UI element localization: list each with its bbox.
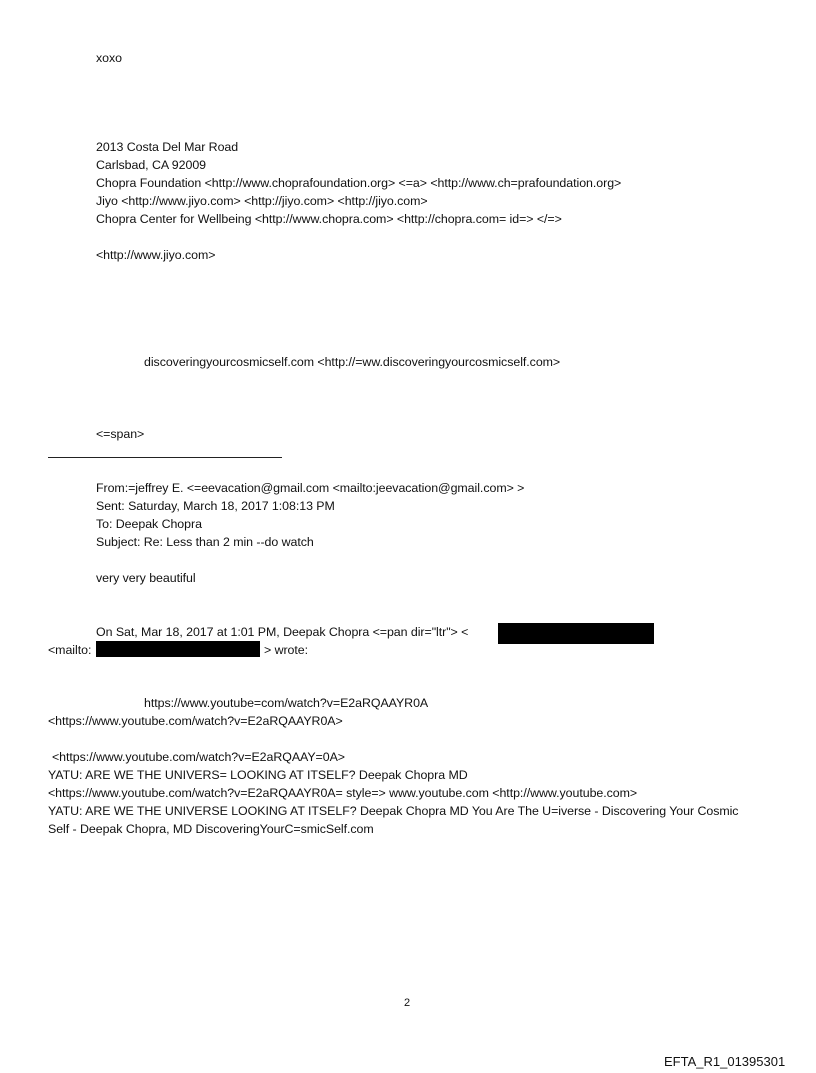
separator-rule — [48, 457, 282, 458]
quote-wrote: > wrote: — [264, 643, 309, 657]
cosmic-self-link[interactable]: discoveringyourcosmicself.com <http://=ww.discoveringyourcosmicself.com> — [144, 355, 561, 369]
address-street: 2013 Costa Del Mar Road — [96, 140, 239, 154]
reply-body: very very beautiful — [96, 571, 196, 585]
quote-mailto-prefix: <mailto: — [48, 643, 92, 657]
jiyo-standalone-link[interactable]: <http://www.jiyo.com> — [96, 248, 216, 262]
youtube-link[interactable]: https://www.youtube=com/watch?v=E2aRQAAYR0A — [144, 696, 429, 710]
yatu-title-2: YATU: ARE WE THE UNIVERSE LOOKING AT ITSELF? Deepak Chopra MD You Are The U=iverse - Discovering Your Cosmic — [48, 804, 739, 818]
page-number: 2 — [404, 997, 411, 1009]
document-id: EFTA_R1_01395301 — [664, 1054, 786, 1069]
email-from: From:=jeffrey E. <=eevacation@gmail.com <mailto:jeevacation@gmail.com> > — [96, 481, 525, 495]
chopra-foundation-link[interactable]: Chopra Foundation <http://www.choprafoundation.org> <=a> <http://www.ch=prafoundation.org> — [96, 176, 622, 190]
jiyo-link[interactable]: Jiyo <http://www.jiyo.com> <http://jiyo.com> <http://jiyo.com> — [96, 194, 428, 208]
span-tag-text: <=span> — [96, 427, 145, 441]
redaction-block-mailto — [96, 641, 260, 657]
redaction-block-email — [498, 623, 654, 644]
cosmic-self-line: Self - Deepak Chopra, MD DiscoveringYourC=smicSelf.com — [48, 822, 374, 836]
youtube-link-alt[interactable]: <https://www.youtube.com/watch?v=E2aRQAAY=0A> — [52, 750, 345, 764]
quote-intro-line: On Sat, Mar 18, 2017 at 1:01 PM, Deepak Chopra <=pan dir="ltr"> < — [96, 625, 469, 639]
youtube-style-line[interactable]: <https://www.youtube.com/watch?v=E2aRQAAYR0A= style=> www.youtube.com <http://www.youtube.com> — [48, 786, 638, 800]
signoff: xoxo — [96, 51, 122, 65]
email-subject: Subject: Re: Less than 2 min --do watch — [96, 535, 314, 549]
email-sent: Sent: Saturday, March 18, 2017 1:08:13 PM — [96, 499, 335, 513]
chopra-center-link[interactable]: Chopra Center for Wellbeing <http://www.chopra.com> <http://chopra.com= id=> </=> — [96, 212, 562, 226]
youtube-link-bracket[interactable]: <https://www.youtube.com/watch?v=E2aRQAAYR0A> — [48, 714, 343, 728]
address-city: Carlsbad, CA 92009 — [96, 158, 206, 172]
yatu-title-1: YATU: ARE WE THE UNIVERS= LOOKING AT ITSELF? Deepak Chopra MD — [48, 768, 468, 782]
email-to: To: Deepak Chopra — [96, 517, 202, 531]
